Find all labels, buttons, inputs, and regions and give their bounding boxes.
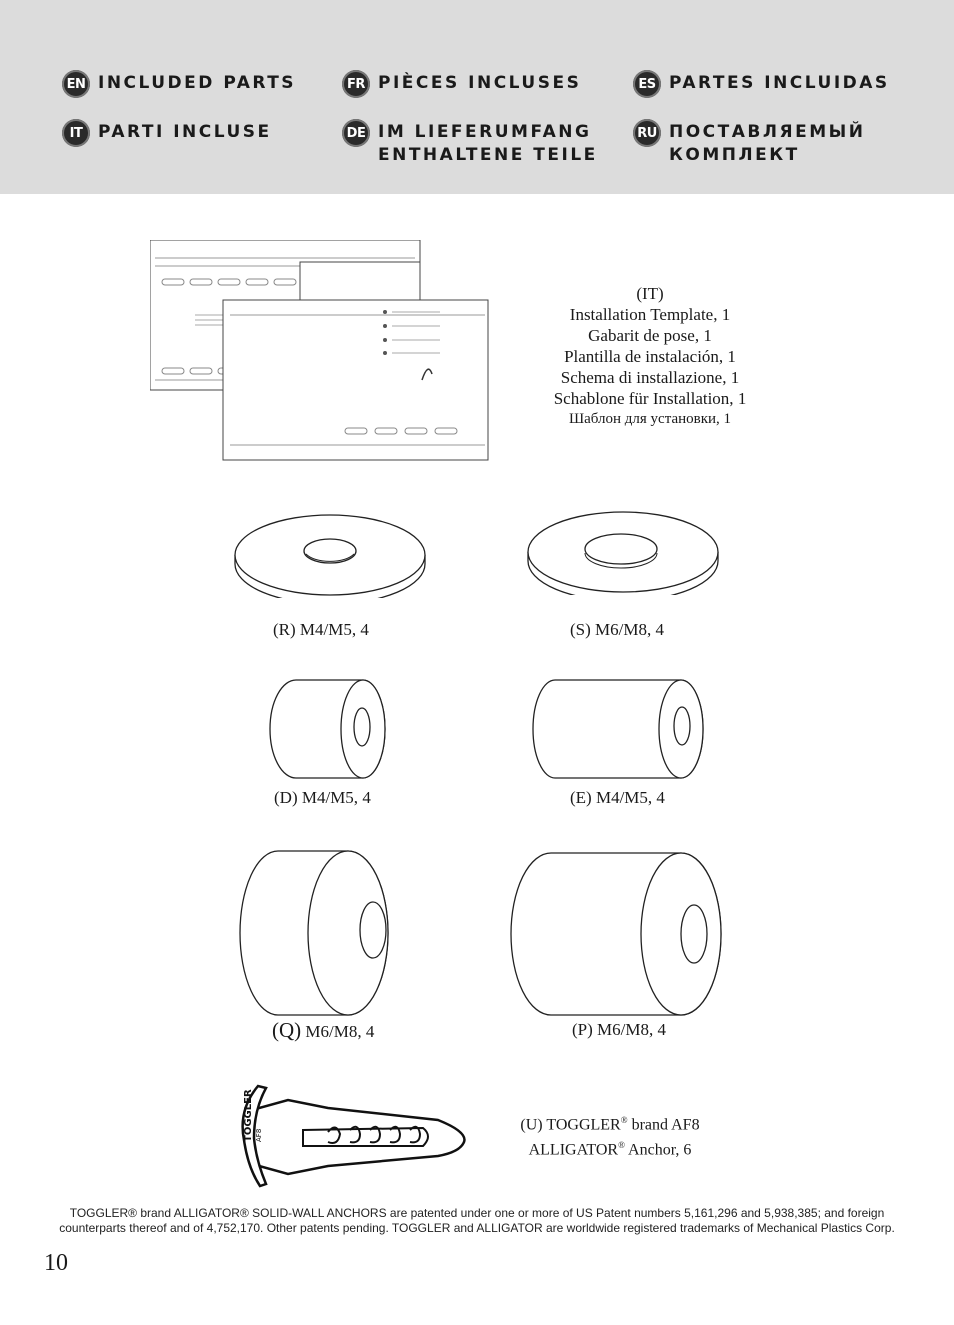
installation-template-illustration <box>150 240 495 465</box>
caption-line-es <box>505 346 795 367</box>
patent-footnote <box>40 1206 914 1236</box>
label-line: ENTHALTENE TEILE <box>378 145 598 165</box>
en-badge-icon: EN <box>62 70 90 98</box>
qty: 4 <box>362 788 371 807</box>
u-line-2 <box>495 1135 725 1160</box>
label: (E) M4/M5, <box>570 788 653 807</box>
caption-line-it <box>505 367 795 388</box>
page-number: 10 <box>44 1250 68 1276</box>
name: Installation Template, <box>569 305 718 324</box>
part-e-label <box>570 788 665 808</box>
washer-s-illustration <box>525 505 721 595</box>
label-line: PARTES INCLUIDAS <box>669 73 890 93</box>
spacer-p-illustration <box>509 850 725 1018</box>
text: brand AF8 <box>627 1116 700 1134</box>
qty: 1 <box>737 389 747 408</box>
reg: ® <box>620 1115 628 1125</box>
part-q-label <box>272 1018 374 1043</box>
anchor-marking-code: AF8 <box>255 1128 263 1142</box>
part-r-label <box>273 620 369 640</box>
footnote-line: TOGGLER® brand ALLIGATOR® SOLID-WALL ANCHORS are patented under one or more of US Patent numbers 5,161,296 and 5,938,385; and foreign <box>69 1206 885 1220</box>
u-line-1 <box>495 1110 725 1135</box>
lang-es-label <box>669 70 890 95</box>
lang-it-label <box>98 119 272 144</box>
lang-de-label <box>378 119 598 167</box>
fr-badge-icon: FR <box>342 70 370 98</box>
spacer-e-illustration <box>531 678 711 780</box>
qty: , 1 <box>716 411 732 427</box>
part-p-label <box>572 1020 666 1040</box>
label-line: ПОСТАВЛЯЕМЫЙ <box>669 122 866 142</box>
label: (Q) <box>272 1018 302 1042</box>
text: ALLIGATOR <box>528 1141 619 1159</box>
spacer-d-illustration <box>268 678 392 780</box>
template-caption <box>505 283 795 430</box>
qty: 4 <box>365 1022 375 1041</box>
lang-en-label <box>98 70 296 95</box>
qty: 4 <box>655 620 664 639</box>
label-line: КОМПЛЕКТ <box>669 145 800 165</box>
qty: 4 <box>656 788 665 807</box>
qty: 1 <box>721 305 731 324</box>
lang-es <box>633 70 890 98</box>
size: M6/M8, <box>305 1022 362 1041</box>
caption-line-de <box>505 388 795 409</box>
caption-line-fr <box>505 325 795 346</box>
label: (D) M4/M5, <box>274 788 359 807</box>
label-line: PIÈCES INCLUSES <box>378 73 582 93</box>
reg: ® <box>618 1140 625 1151</box>
qty: 4 <box>360 620 369 639</box>
label-line: IM LIEFERUMFANG <box>378 122 592 142</box>
lang-fr-label <box>378 70 581 95</box>
name: Schablone für Installation, <box>553 389 734 408</box>
ru-badge-icon: RU <box>633 119 661 147</box>
label: (S) M6/M8, <box>570 620 652 639</box>
name: Gabarit de pose, <box>588 326 700 345</box>
lang-de <box>342 119 598 167</box>
de-badge-icon: DE <box>342 119 370 147</box>
lang-ru <box>633 119 865 167</box>
header-band <box>0 0 954 194</box>
anchor-marking-text: TOGGLER <box>243 1089 254 1142</box>
caption-line-en <box>505 304 795 325</box>
label: (R) M4/M5, <box>273 620 357 639</box>
lang-it <box>62 119 272 147</box>
qty: 1 <box>730 368 740 387</box>
anchor-u-illustration <box>228 1080 473 1188</box>
part-s-label <box>570 620 664 640</box>
washer-r-illustration <box>232 508 428 598</box>
text: Anchor, <box>624 1141 680 1159</box>
spacer-q-illustration <box>238 848 392 1018</box>
footnote-line: counterparts thereof and of 4,752,170. Other patents pending. TOGGLER and ALLIGATOR are worldwide registered trademarks of Mechanical Plastics Corp. <box>59 1221 895 1235</box>
qty: 1 <box>727 347 736 366</box>
it-badge-icon: IT <box>62 119 90 147</box>
name: Schema di installazione, <box>560 368 727 387</box>
es-badge-icon: ES <box>633 70 661 98</box>
name: Plantilla de instalación, <box>564 347 724 366</box>
lang-ru-label <box>669 119 865 167</box>
caption-line-ru <box>505 409 795 430</box>
text: (U) TOGGLER <box>520 1116 621 1134</box>
part-d-label <box>274 788 371 808</box>
label-line: PARTI INCLUSE <box>98 122 272 142</box>
label-line: INCLUDED PARTS <box>98 73 297 93</box>
qty: 4 <box>657 1020 666 1039</box>
caption-id: (IT) <box>636 284 664 303</box>
lang-en <box>62 70 296 98</box>
part-u-label <box>495 1110 725 1161</box>
label: (P) M6/M8, <box>572 1020 654 1039</box>
name: Шаблон для установки <box>568 411 717 427</box>
lang-fr <box>342 70 581 98</box>
qty: 6 <box>683 1141 692 1159</box>
qty: 1 <box>703 326 712 345</box>
